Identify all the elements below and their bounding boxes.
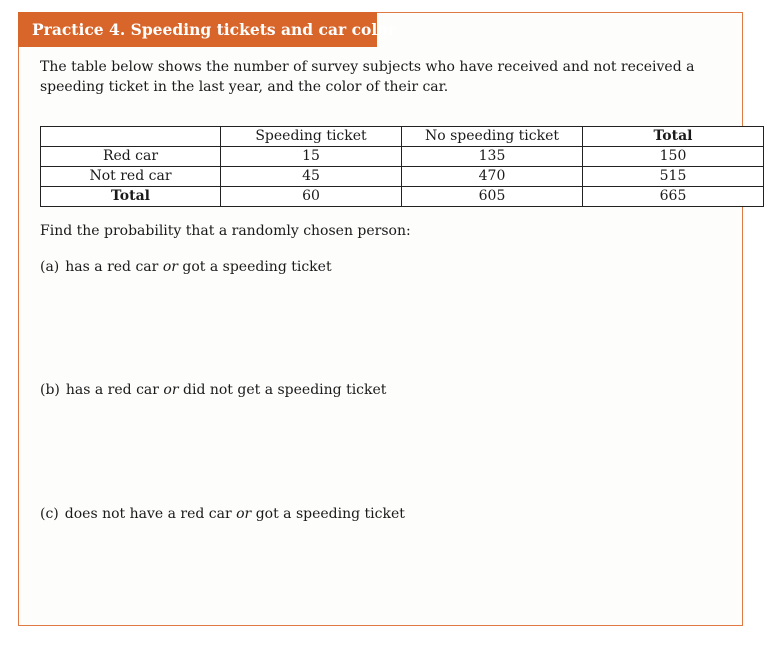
question-label: (b) [40, 382, 60, 398]
question-or: or [163, 382, 179, 398]
table-cell: 60 [221, 187, 402, 207]
table-cell: 665 [583, 187, 764, 207]
row-label: Red car [41, 147, 221, 167]
table-row [41, 147, 764, 167]
question-b [40, 381, 386, 399]
practice-frame [18, 12, 743, 626]
question-or: or [162, 259, 178, 275]
question-text: has a red car [65, 259, 159, 275]
question-text: did not get a speeding ticket [183, 382, 387, 398]
table-header-row [41, 127, 764, 147]
table-cell: 515 [583, 167, 764, 187]
table-header-cell: Total [583, 127, 764, 147]
question-prompt: Find the probability that a randomly chosen person: [40, 223, 411, 239]
question-or: or [236, 506, 252, 522]
contingency-table [40, 126, 764, 207]
table-header-cell [41, 127, 221, 147]
table-header-cell: Speeding ticket [221, 127, 402, 147]
question-text: has a red car [65, 382, 159, 398]
question-a [40, 258, 332, 276]
question-c [40, 505, 405, 523]
table-cell: 150 [583, 147, 764, 167]
practice-title: Practice 4. Speeding tickets and car color [18, 12, 377, 47]
table-header-cell: No speeding ticket [402, 127, 583, 147]
row-label: Total [41, 187, 221, 207]
table-cell: 45 [221, 167, 402, 187]
row-label: Not red car [41, 167, 221, 187]
table-cell: 15 [221, 147, 402, 167]
table-row [41, 167, 764, 187]
question-text: does not have a red car [64, 506, 232, 522]
table-cell: 135 [402, 147, 583, 167]
table-row [41, 187, 764, 207]
table-cell: 605 [402, 187, 583, 207]
table-cell: 470 [402, 167, 583, 187]
intro-text: The table below shows the number of survey subjects who have received and not received a speeding ticket in the last year, and the color of their car. [40, 59, 695, 95]
question-label: (a) [40, 259, 60, 275]
question-text: got a speeding ticket [182, 259, 332, 275]
question-text: got a speeding ticket [255, 506, 405, 522]
question-label: (c) [40, 506, 59, 522]
